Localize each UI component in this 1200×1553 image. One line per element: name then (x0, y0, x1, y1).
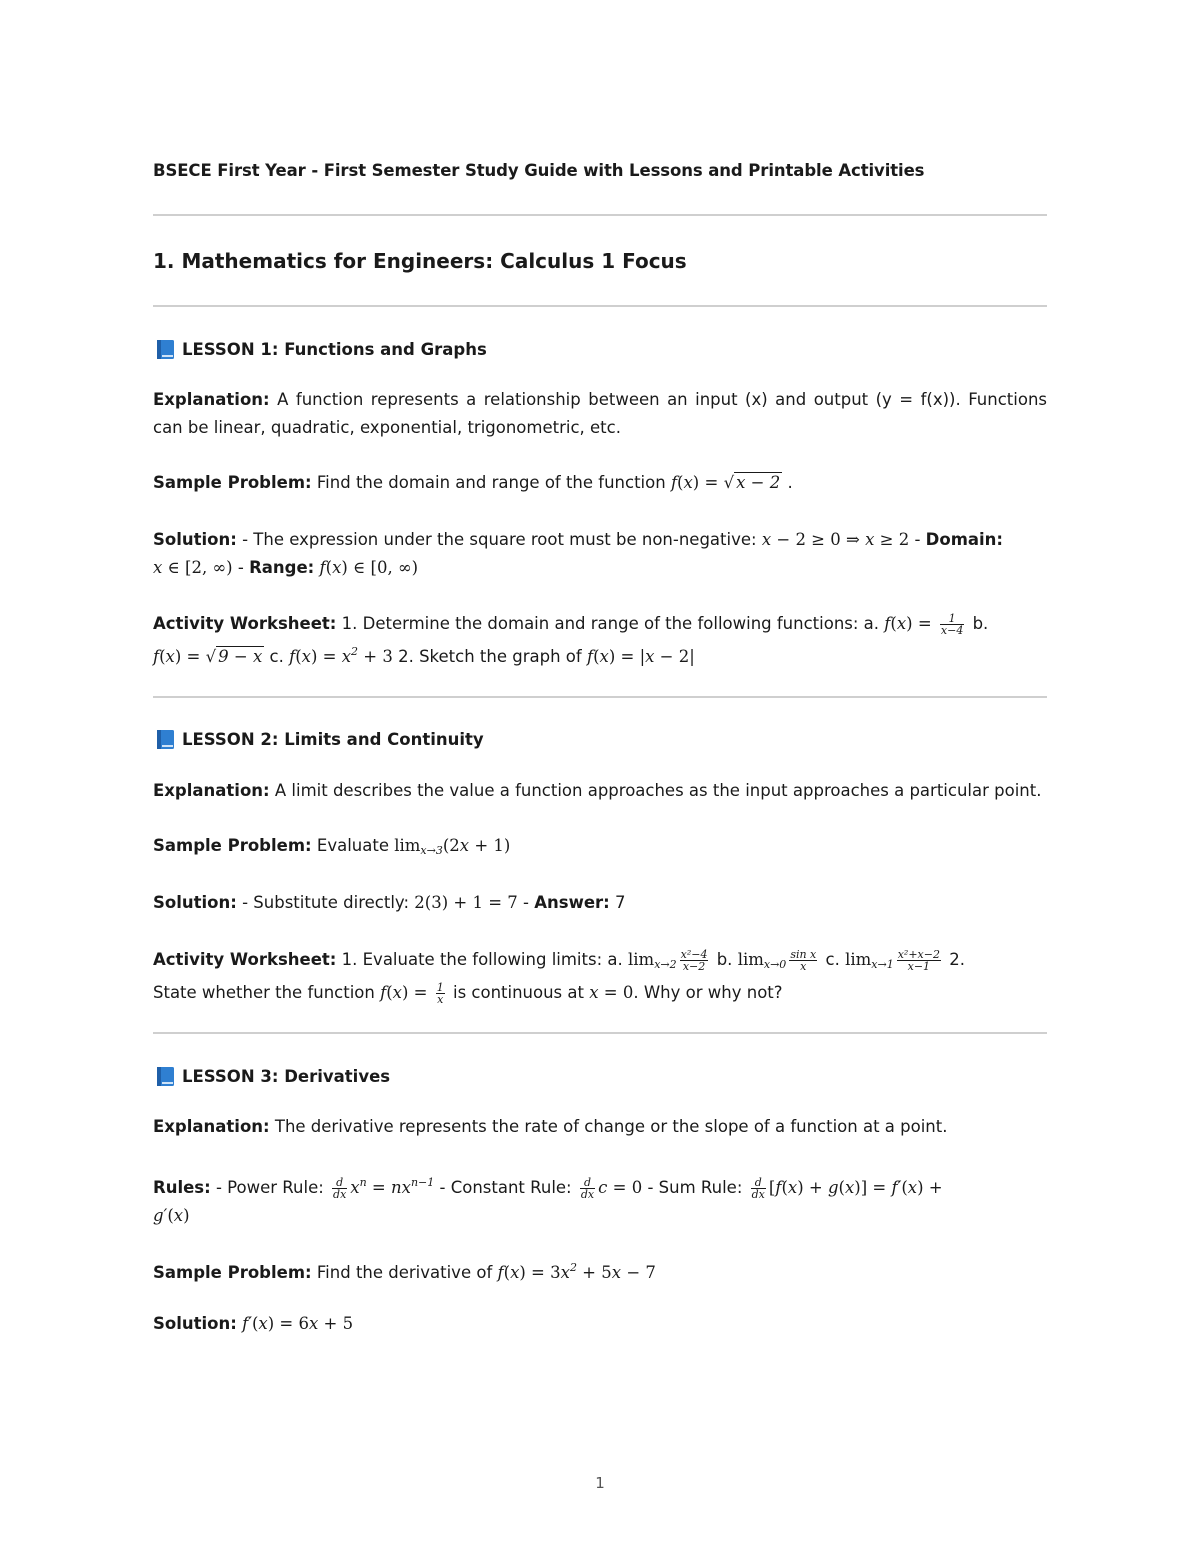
lesson-3-title: LESSON 3: Derivatives (182, 1066, 391, 1086)
lesson-1-solution: Solution: - The expression under the square root must be non-negative: x − 2 ≥ 0 ⇒ x ≥ 2 - Domain: x ∈ [2, ∞) - Range: f(x) ∈ [0, ∞) (153, 530, 1004, 577)
explanation-text: A limit describes the value a function approaches as the input approaches a particular point. (274, 781, 1042, 800)
constant-rule-text: - Constant Rule: (439, 1178, 572, 1197)
lesson-1-activity: Activity Worksheet: 1. Determine the domain and range of the following functions: a. f(x) = $\frac{1}{x-4}$ b. f(x) = √ 9 − x c. $f(x) = x^2 + 3$ 2. Sketch the graph of f(x) = |x − 2| (153, 612, 989, 666)
explanation-label: Explanation: (153, 781, 270, 800)
lesson-3-sample-problem: Sample Problem: Find the derivative of $f(x) = 3x^2 + 5x - 7$ (153, 1261, 656, 1282)
sample-text: Find the derivative of (316, 1263, 493, 1282)
lesson-2-heading (153, 728, 1047, 750)
answer-value: 7 (615, 893, 626, 912)
range-label: Range: (249, 558, 315, 577)
blue-book-icon (156, 1065, 176, 1087)
solution-label: Solution: (153, 893, 237, 912)
power-rule-text: - Power Rule: (215, 1178, 324, 1197)
answer-label: Answer: (534, 893, 610, 912)
explanation-text: A function represents a relationship between an input (x) and output (y = f(x)). Functions can be linear, quadratic, exponential, trigonometric, etc. (153, 390, 1047, 437)
lesson-3-explanation (153, 1113, 1047, 1141)
lesson-2-solution: Solution: - Substitute directly: 2(3) + 1 = 7 - Answer: 7 (153, 893, 626, 912)
solution-text: - Substitute directly: (242, 893, 410, 912)
lesson-2-activity: Activity Worksheet: 1. Evaluate the following limits: a. $\lim_{x\to 2}$ $\frac{\text{x²−4}}{x-2}$ b. $\lim_{x\to 0}$ $\frac{\text{sin x}}{x}$ c. $\lim_{x\to 1}$ $\frac{\text{x²+x−2}}{x-1}$ 2. State whether the function f(x) = $\frac{1}{x}$ is continuous at x = 0. Why or why not? (153, 948, 965, 1006)
sample-label: Sample Problem: (153, 836, 312, 855)
activity-why-text: . Why or why not? (633, 983, 783, 1002)
solution-label: Solution: (153, 1314, 237, 1333)
lesson-3-rules: Rules: - Power Rule: $\frac{d}{dx}$ $x^n = nx^{n-1}$ - Constant Rule: $\frac{d}{dx}$ c = 0 - Sum Rule: $\frac{d}{dx}$ [f(x) + g(x)] = f′(x) + g′(x) (153, 1176, 943, 1225)
lesson-3-solution: Solution: f′(x) = 6x + 5 (153, 1314, 354, 1333)
lesson-1-heading (153, 338, 1047, 360)
divider (153, 214, 1047, 216)
lesson-1-title: LESSON 1: Functions and Graphs (182, 339, 487, 359)
math-expression: f (670, 473, 678, 492)
sample-text: Find the domain and range of the function (316, 473, 666, 492)
explanation-text: The derivative represents the rate of change or the slope of a function at a point. (274, 1117, 948, 1136)
divider (153, 305, 1047, 307)
page-number: 1 (595, 1474, 605, 1492)
activity-label: Activity Worksheet: (153, 614, 337, 633)
activity-sketch-text: 2. Sketch the graph of (398, 647, 582, 666)
lesson-1-explanation (153, 386, 1047, 442)
document-title: BSECE First Year - First Semester Study Guide with Lessons and Printable Activities (153, 161, 925, 180)
activity-continuous-text: is continuous at (452, 983, 584, 1002)
activity-text: 1. Determine the domain and range of the following functions: a. (341, 614, 880, 633)
divider (153, 696, 1047, 698)
domain-label: Domain: (925, 530, 1004, 549)
sample-label: Sample Problem: (153, 473, 312, 492)
sample-text: Evaluate (316, 836, 389, 855)
rules-label: Rules: (153, 1178, 211, 1197)
lesson-1-sample-problem: Sample Problem: Find the domain and range of the function f(x) = √ x − 2 . (153, 473, 793, 492)
lesson-2-sample-problem: Sample Problem: Evaluate $\lim_{x\to 3}(2x + 1)$ (153, 836, 511, 857)
divider (153, 1032, 1047, 1034)
lesson-2-title: LESSON 2: Limits and Continuity (182, 729, 484, 749)
explanation-label: Explanation: (153, 390, 270, 409)
activity-text: 1. Evaluate the following limits: a. (341, 950, 623, 969)
lesson-3-heading (153, 1065, 1047, 1087)
solution-text: - The expression under the square root must be non-negative: (242, 530, 757, 549)
sample-label: Sample Problem: (153, 1263, 312, 1282)
section-title: 1. Mathematics for Engineers: Calculus 1 Focus (153, 249, 687, 273)
lesson-2-explanation (153, 777, 1047, 805)
blue-book-icon (156, 338, 176, 360)
solution-label: Solution: (153, 530, 237, 549)
sum-rule-text: - Sum Rule: (647, 1178, 743, 1197)
activity-state-text: State whether the function (153, 983, 375, 1002)
activity-label: Activity Worksheet: (153, 950, 337, 969)
explanation-label: Explanation: (153, 1117, 270, 1136)
blue-book-icon (156, 728, 176, 750)
